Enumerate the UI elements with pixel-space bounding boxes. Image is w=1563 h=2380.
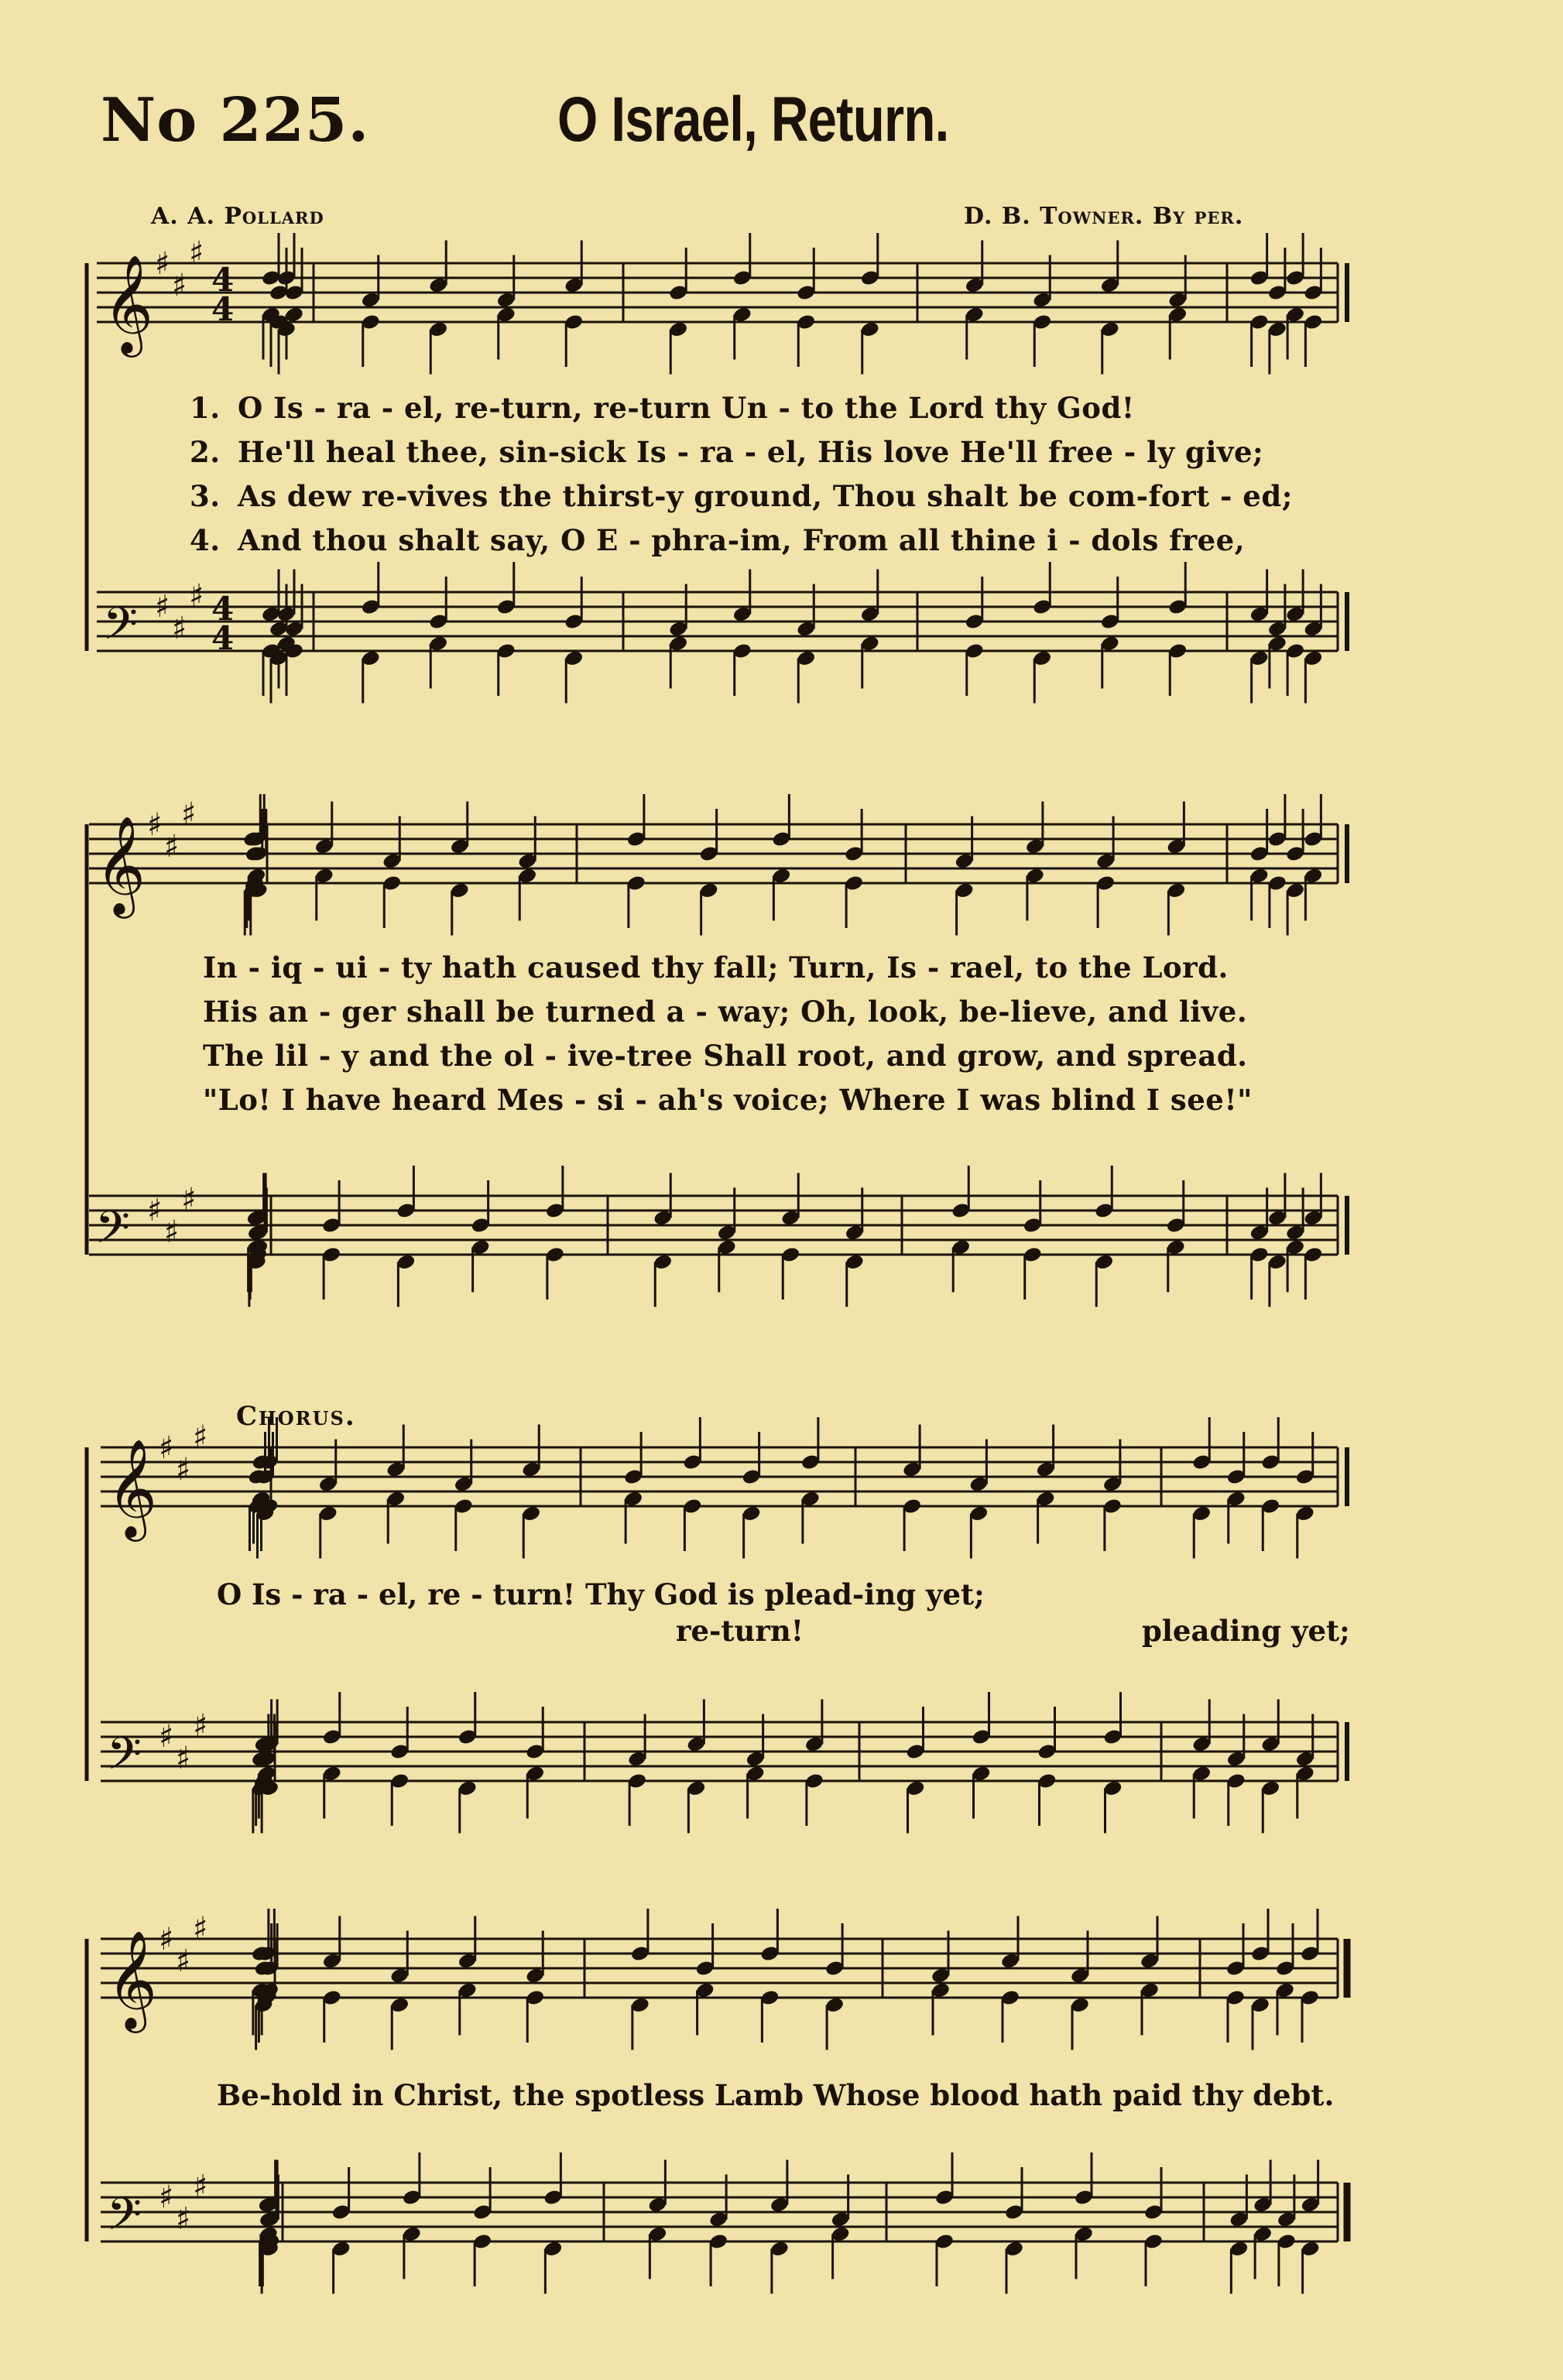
sharp-icon: ♯ [193, 1708, 208, 1744]
sharp-icon: ♯ [159, 1922, 174, 1957]
hymn-number: No 225. [101, 85, 370, 156]
sharp-icon: ♯ [159, 1719, 174, 1755]
verse-1-line-2: In - iq - ui - ty hath caused thy fall; Turn, Is - rael, to the Lord. [203, 950, 1229, 985]
sharp-icon: ♯ [193, 2169, 208, 2204]
sharp-icon: ♯ [155, 246, 170, 282]
sharp-icon: ♯ [176, 1741, 191, 1776]
sharp-icon: ♯ [176, 1943, 191, 1979]
sharp-icon: ♯ [181, 1182, 197, 1217]
sharp-icon: ♯ [189, 235, 204, 271]
treble-clef-icon: 𝄞 [103, 254, 154, 353]
sharp-icon: ♯ [189, 578, 204, 614]
sharp-icon: ♯ [172, 611, 187, 646]
sharp-icon: ♯ [193, 1911, 208, 1947]
bass-clef-icon: 𝄢 [107, 2188, 142, 2252]
sharp-icon: ♯ [159, 2180, 174, 2215]
chorus-echo-2: pleading yet; [1142, 1614, 1350, 1648]
verse-1-line-1: 1. O Is - ra - el, re-turn, re-turn Un - to the Lord thy God! [190, 391, 1135, 425]
sharp-icon: ♯ [159, 1430, 174, 1466]
verse-4-line-1: 4. And thou shalt say, O E - phra-im, From all thine i - dols free, [190, 523, 1246, 557]
sharp-icon: ♯ [147, 807, 163, 843]
sharp-icon: ♯ [181, 796, 197, 832]
sharp-icon: ♯ [164, 829, 180, 865]
time-signature-bottom: 4 [211, 619, 235, 657]
chorus-echo-1: re-turn! [676, 1614, 804, 1648]
chorus-line-1: O Is - ra - el, re - turn! Thy God is plead-ing yet; [217, 1577, 985, 1611]
lyricist-credit: A. A. Pollard [151, 203, 324, 230]
verse-2-line-2: His an - ger shall be turned a - way; Oh, look, be-lieve, and live. [203, 995, 1248, 1029]
chorus-line-2: Be-hold in Christ, the spotless Lamb Whose blood hath paid thy debt. [217, 2078, 1335, 2112]
sharp-icon: ♯ [147, 1193, 163, 1228]
time-signature-bottom: 4 [211, 290, 235, 328]
bass-clef-icon: 𝄢 [103, 598, 139, 661]
verse-2-line-1: 2. He'll heal thee, sin-sick Is - ra - el, His love He'll free - ly give; [190, 435, 1264, 469]
hymn-title: O Israel, Return. [557, 84, 949, 155]
treble-clef-icon: 𝄞 [107, 1930, 158, 2029]
treble-clef-icon: 𝄞 [107, 1438, 158, 1537]
verse-4-line-2: "Lo! I have heard Mes - si - ah's voice; Where I was blind I see!" [203, 1083, 1253, 1117]
sharp-icon: ♯ [155, 589, 170, 625]
verse-3-line-1: 3. As dew re-vives the thirst-y ground, Thou shalt be com-fort - ed; [190, 479, 1293, 513]
sharp-icon: ♯ [176, 2201, 191, 2237]
verse-3-line-2: The lil - y and the ol - ive-tree Shall root, and grow, and spread. [203, 1039, 1248, 1073]
composer-credit: D. B. Towner. By per. [964, 203, 1244, 230]
chorus-label: Chorus. [236, 1401, 356, 1432]
treble-clef-icon: 𝄞 [95, 815, 146, 914]
sharp-icon: ♯ [176, 1452, 191, 1488]
time-signature-top: 4 [211, 590, 235, 628]
sharp-icon: ♯ [172, 268, 187, 303]
bass-clef-icon: 𝄢 [95, 1201, 131, 1265]
sharp-icon: ♯ [164, 1214, 180, 1250]
time-signature-top: 4 [211, 261, 235, 299]
bass-clef-icon: 𝄢 [107, 1728, 142, 1791]
sharp-icon: ♯ [193, 1419, 208, 1455]
